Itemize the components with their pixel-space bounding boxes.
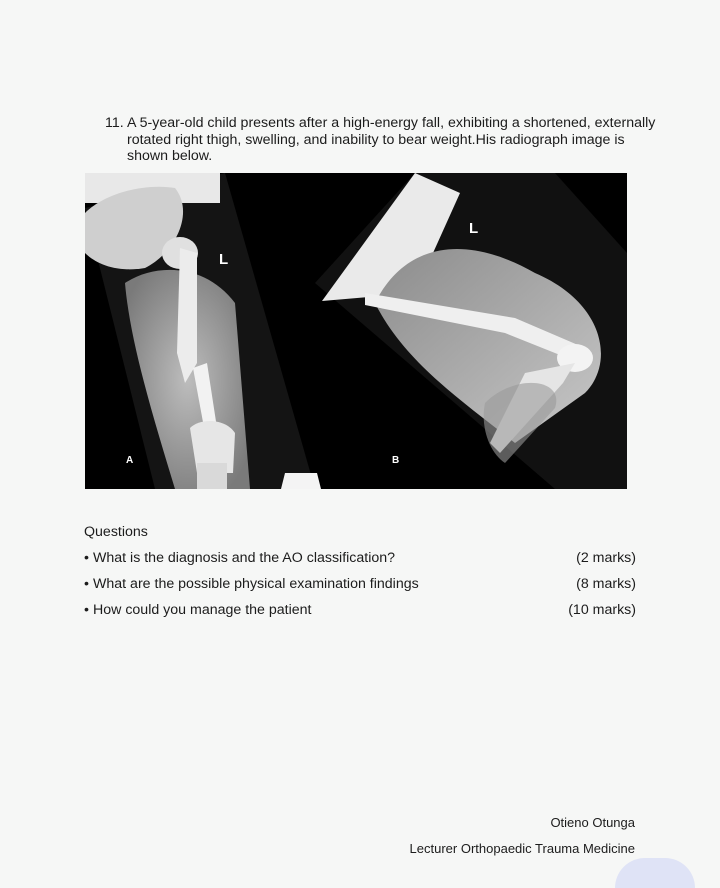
questions-heading: Questions xyxy=(84,524,148,540)
question-11 xyxy=(105,115,665,165)
question-item-text: How could you manage the patient xyxy=(93,602,312,618)
bullet: • xyxy=(84,550,89,566)
panel-b-label: B xyxy=(392,455,400,466)
question-item xyxy=(84,550,636,568)
question-item-text: What are the possible physical examination findings xyxy=(93,576,419,592)
question-item xyxy=(84,576,636,594)
panel-a-marker: L xyxy=(219,251,229,268)
signature-title: Lecturer Orthopaedic Trauma Medicine xyxy=(409,841,635,856)
panel-a-label: A xyxy=(126,455,134,466)
question-item-marks: (10 marks) xyxy=(568,602,636,618)
bullet: • xyxy=(84,602,89,618)
floating-overlay-edge[interactable] xyxy=(615,858,695,888)
signature-name: Otieno Otunga xyxy=(550,815,635,830)
question-number: 11. xyxy=(105,115,124,131)
question-item-marks: (2 marks) xyxy=(576,550,636,566)
question-item-marks: (8 marks) xyxy=(576,576,636,592)
question-item xyxy=(84,602,636,620)
radiograph-drawing xyxy=(85,173,627,489)
question-item-text: What is the diagnosis and the AO classification? xyxy=(93,550,396,566)
panel-b-marker: L xyxy=(469,220,479,237)
bullet: • xyxy=(84,576,89,592)
radiograph-image xyxy=(85,173,627,489)
question-stem: A 5-year-old child presents after a high-energy fall, exhibiting a shortened, externally rotated right thigh, swelling, and inability to bear weight.His radiograph image is shown below. xyxy=(127,115,656,164)
